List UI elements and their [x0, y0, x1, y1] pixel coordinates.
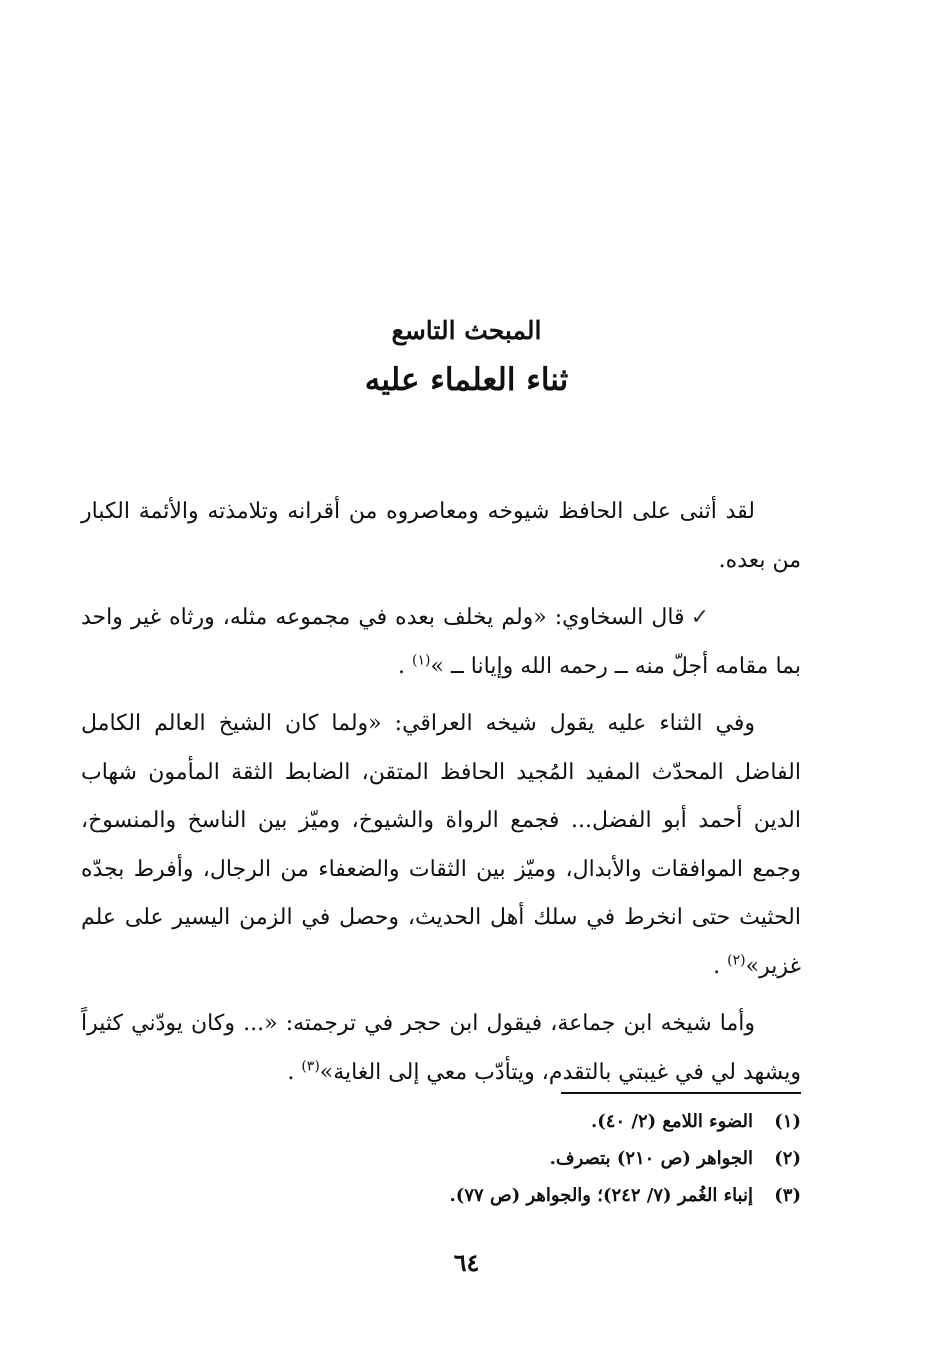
footnote-text: الجواهر (ص ٢١٠) بتصرف. — [549, 1148, 753, 1169]
footnote-2 — [81, 1140, 801, 1177]
paragraph-text: وفي الثناء عليه يقول شيخه العراقي: «ولما كان الشيخ العالم الكامل الفاضل المحدّث المفيد المُجيد الحافظ المتقن، الضابط الثقة المأمون شهاب الدين أحمد أبو الفضل... فجمع الرواة والشيوخ، وميّز بين الناسخ والمنسوخ، وجمع الموافقات والأبدال، وميّز بين الثقات والضعفاء من الرجال، وأفرط بجدّه الحثيث حتى انخرط في سلك أهل الحديث، وحصل في الزمن اليسير على علم غزير» — [81, 711, 801, 979]
footnote-number: (١) — [774, 1111, 801, 1132]
footnotes — [81, 1103, 801, 1214]
footnote-1 — [81, 1103, 801, 1140]
footnote-text: الضوء اللامع (٢/ ٤٠). — [590, 1111, 753, 1132]
page-number: ٦٤ — [453, 1248, 480, 1277]
footnote-text: إنباء الغُمر (٧/ ٢٤٢)؛ والجواهر (ص ٧٧). — [449, 1185, 753, 1206]
paragraph-text: وأما شيخه ابن جماعة، فيقول ابن حجر في ترجمته: «... وكان يودّني كثيراً ويشهد لي في غيبتي بالتقدم، ويتأدّب معي إلى الغاية» — [81, 1011, 801, 1085]
paragraph-4 — [81, 1000, 801, 1097]
footnote-ref: (١) — [412, 652, 431, 669]
paragraph-text: قال السخاوي: «ولم يخلف بعده في مجموعه مثله، ورثاه غير واحد بما مقامه أجلّ منه ــ رحمه الله وإيانا ــ » — [81, 605, 801, 679]
footnote-divider — [561, 1092, 801, 1094]
check-mark-icon: ✓ — [690, 605, 709, 630]
footnote-number: (٣) — [774, 1185, 801, 1206]
paragraph-end: . — [287, 1059, 295, 1085]
paragraph-1 — [81, 488, 801, 585]
footnote-ref: (٣) — [301, 1058, 320, 1075]
paragraph-text: لقد أثنى على الحافظ شيوخه ومعاصروه من أقرانه وتلامذته والأئمة الكبار من بعده. — [81, 499, 801, 573]
footnote-ref: (٢) — [727, 952, 746, 969]
paragraph-end: . — [713, 953, 721, 979]
chapter-label: المبحث التاسع — [391, 316, 542, 345]
paragraph-2 — [81, 594, 801, 691]
chapter-title: ثناء العلماء عليه — [364, 362, 569, 398]
paragraph-end: . — [398, 653, 405, 679]
body-text — [81, 488, 801, 1106]
footnote-number: (٢) — [774, 1148, 801, 1169]
paragraph-3 — [81, 700, 801, 991]
footnote-3 — [81, 1177, 801, 1214]
